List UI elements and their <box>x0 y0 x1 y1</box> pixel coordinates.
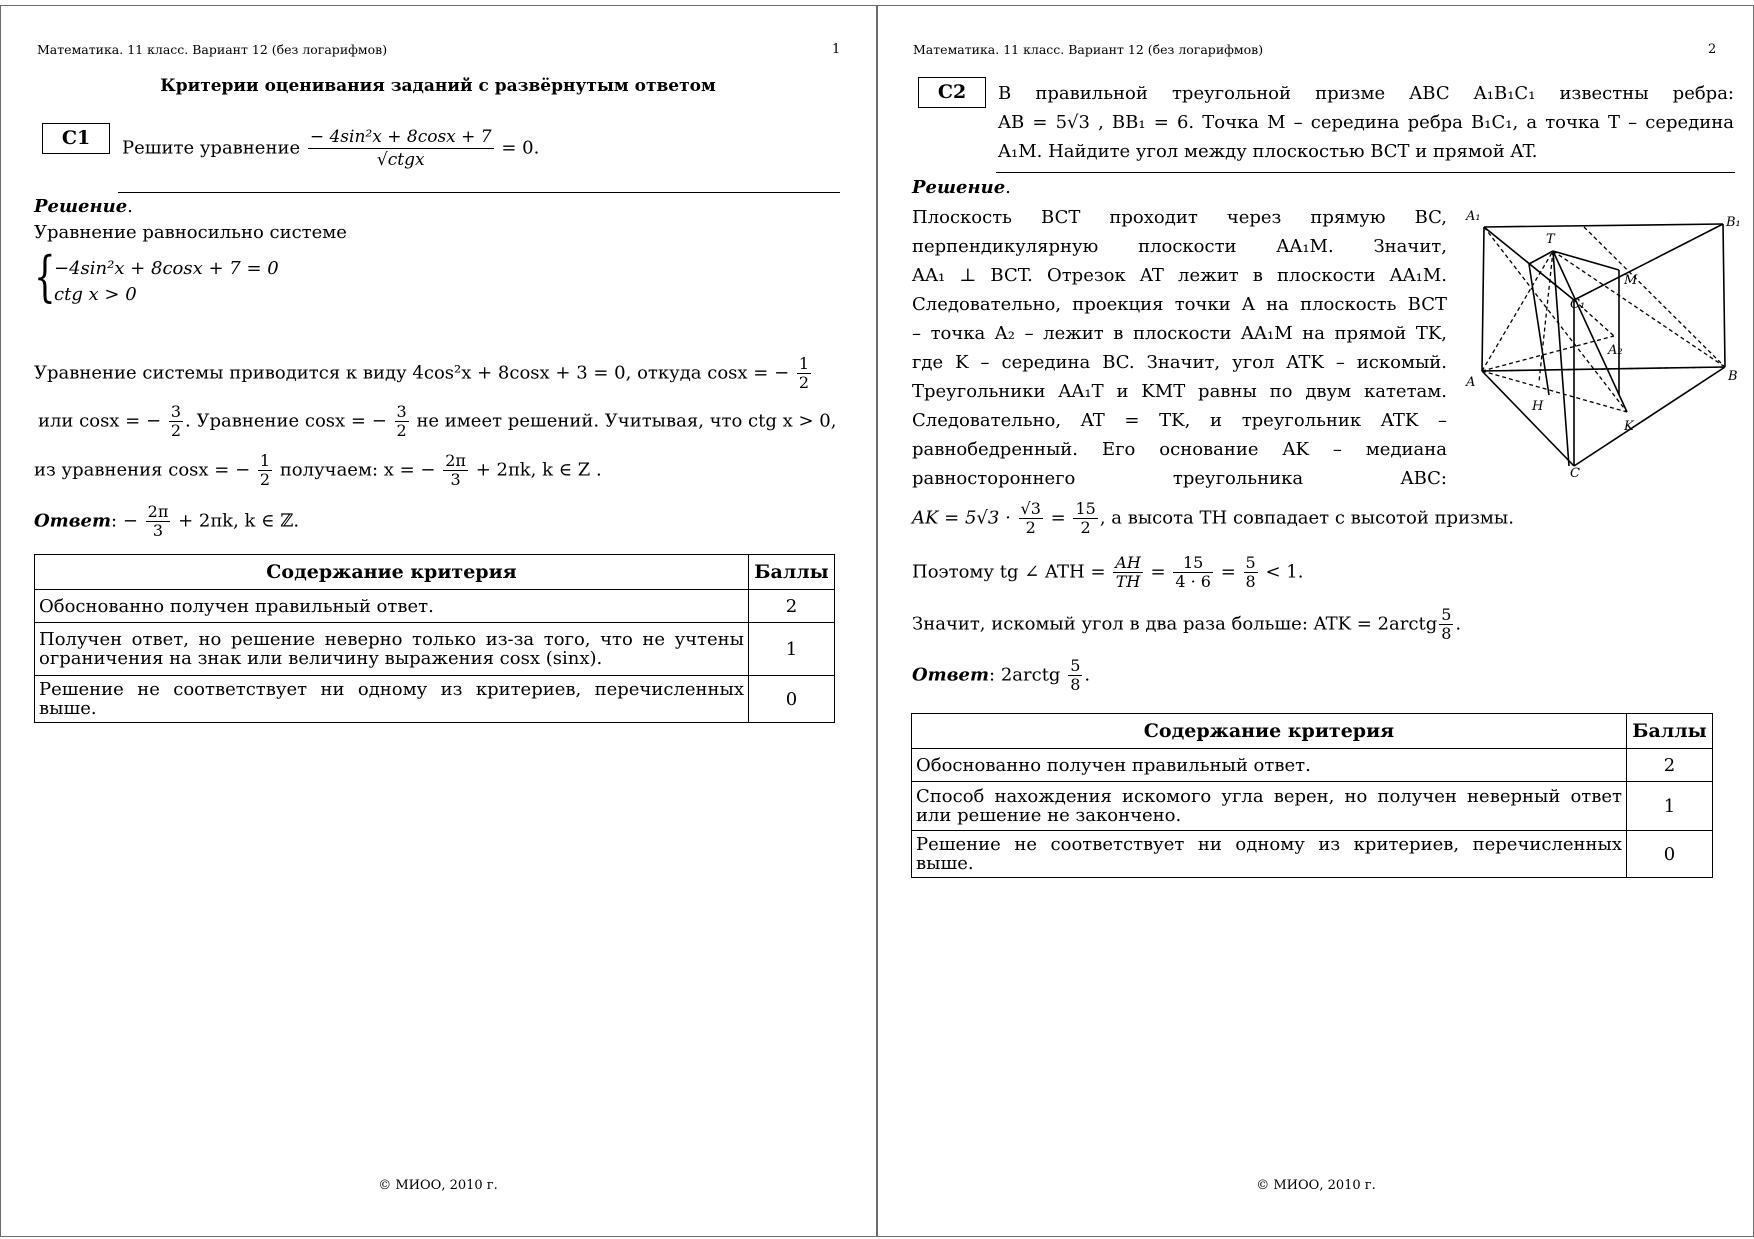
page-header: Математика. 11 класс. Вариант 12 (без логарифмов) <box>37 42 388 57</box>
text: . <box>1084 664 1091 686</box>
task-fraction <box>308 126 494 171</box>
label-t: T <box>1546 232 1555 247</box>
solution-line: Плоскость BCT проходит через прямую BC, <box>912 207 1447 228</box>
criterion-score: 2 <box>749 590 835 623</box>
fraction: $\frac{1}{2}$ <box>259 451 271 489</box>
label-h: H <box>1532 399 1544 414</box>
label-a2: A₂ <box>1608 343 1623 358</box>
solution-line: – точка A₂ – лежит в плоскости AA₁M на прямой TK, <box>912 323 1447 344</box>
fraction: $\frac{1}{2}$ <box>798 354 810 392</box>
task-rule <box>118 192 840 193</box>
fraction: $\frac{5}{8}$ <box>1441 605 1452 643</box>
text: . Уравнение cosx = − <box>185 410 387 432</box>
fraction: $\frac{15}{4 \cdot 6}$ <box>1175 553 1211 591</box>
text: не имеет решений. Учитывая, что ctg x > 0, <box>416 410 837 432</box>
criterion-text: Получен ответ, но решение неверно только из-за того, что не учтены ограничения на знак или величину выражения cosx (sinx). <box>35 623 749 676</box>
task-line-2: AB = 5√3 , BB₁ = 6. Точка M – середина ребра B₁C₁, а точка T – середина <box>998 112 1734 133</box>
edge-aa1 <box>1482 227 1484 371</box>
page-2 <box>878 0 1754 1239</box>
system-line-1: −4sin²x + 8cosx + 7 = 0 <box>54 258 279 279</box>
solution-line: Следовательно, AT = TK, и треугольник ATK – <box>912 410 1447 431</box>
text: , а высота TH совпадает с высотой призмы. <box>1099 507 1514 529</box>
criterion-text: Обоснованно получен правильный ответ. <box>912 749 1627 782</box>
text: или cosx = − <box>38 410 162 432</box>
fraction: $\frac{2\pi}{3}$ <box>147 502 169 540</box>
solution-line-3 <box>38 403 836 440</box>
answer <box>912 657 1090 694</box>
edge-ab-hidden <box>1482 367 1725 371</box>
solution-label: Решение. <box>34 196 133 217</box>
fraction: $\frac{2\pi}{3}$ <box>445 451 466 489</box>
page-footer: © МИОО, 2010 г. <box>378 1178 498 1193</box>
criterion-score: 0 <box>1627 831 1713 878</box>
criterion-score: 0 <box>749 676 835 723</box>
segment-tc <box>1553 251 1569 466</box>
tg-formula <box>912 554 1303 591</box>
label-b1: B₁ <box>1726 215 1741 230</box>
task-line-3: A₁M. Найдите угол между плоскостью BCT и прямой AT. <box>998 141 1538 162</box>
page-title: Критерии оценивания заданий с развёрнутым ответом <box>160 76 716 96</box>
text: Уравнение системы приводится к виду 4cos²x + 8cosx + 3 = 0, откуда cosx = − <box>34 362 790 384</box>
label-b: B <box>1728 369 1738 384</box>
fraction: $\frac{5}{8}$ <box>1070 656 1081 694</box>
solution-line: равнобедренный. Его основание AK – медиана <box>912 439 1447 460</box>
page-footer: © МИОО, 2010 г. <box>1256 1178 1376 1193</box>
solution-line-1: Уравнение равносильно системе <box>34 222 347 243</box>
answer <box>34 503 299 540</box>
label-c1: C₁ <box>1570 297 1586 312</box>
fraction: $\frac{5}{8}$ <box>1245 553 1256 591</box>
text: : − <box>111 510 138 532</box>
task-line-1: В правильной треугольной призме ABC A₁B₁C₁ известны ребра: <box>998 83 1734 104</box>
text: + 2πk, k ∈ Z . <box>475 459 602 481</box>
task-c2-statement <box>998 79 1734 166</box>
text: . <box>1455 613 1462 635</box>
text: + 2πk, k ∈ ℤ. <box>178 510 300 532</box>
answer-label: Ответ <box>912 664 990 686</box>
header-criterion: Содержание критерия <box>912 714 1627 749</box>
label-a: A <box>1466 375 1476 390</box>
segment-th <box>1539 251 1553 382</box>
segment-left-face <box>1529 264 1549 395</box>
text: Поэтому tg ∠ ATH = <box>912 561 1106 583</box>
table-row <box>912 782 1713 831</box>
criterion-text: Обоснованно получен правильный ответ. <box>35 590 749 623</box>
text: = <box>1220 561 1236 583</box>
text: Значит, искомый угол в два раза больше: ATK = 2arctg <box>912 613 1438 635</box>
criterion-score: 2 <box>1627 749 1713 782</box>
task-text: Решите уравнение <box>122 137 301 159</box>
criteria-table <box>911 713 1713 878</box>
fraction: $\frac{AH}{TH}$ <box>1115 553 1141 591</box>
task-rule <box>996 172 1735 173</box>
criterion-text: Способ нахождения искомого угла верен, но получен неверный ответ или решение не закончено. <box>912 782 1627 831</box>
segment-hidden-1 <box>1584 227 1725 367</box>
edge-bc <box>1574 367 1725 466</box>
edge-b1c1 <box>1574 224 1723 300</box>
fraction: $\frac{3}{2}$ <box>170 402 181 440</box>
label-k: K <box>1624 419 1634 434</box>
criterion-text: Решение не соответствует ни одному из критериев, перечисленных выше. <box>35 676 749 723</box>
criterion-text: Решение не соответствует ни одному из критериев, перечисленных выше. <box>912 831 1627 878</box>
solution-label: Решение. <box>912 177 1011 198</box>
solution-line-4 <box>34 452 602 489</box>
task-c1-statement <box>122 126 539 171</box>
solution-line: Треугольники AA₁T и KMT равны по двум катетам. <box>912 381 1447 402</box>
label-m: M <box>1624 273 1638 288</box>
label-c: C <box>1570 466 1580 481</box>
system <box>54 256 279 308</box>
prism-figure <box>1464 200 1744 485</box>
label-a1: A₁ <box>1466 209 1481 224</box>
criterion-score: 1 <box>749 623 835 676</box>
text: получаем: x = − <box>279 459 436 481</box>
solution-line-2 <box>34 355 842 392</box>
table-header-row <box>35 555 835 590</box>
text: = <box>1050 507 1066 529</box>
text: = <box>1150 561 1166 583</box>
text: из уравнения cosx = − <box>34 459 251 481</box>
solution-line: равностороннего треугольника ABC: <box>912 468 1447 489</box>
task-label-c1: C1 <box>42 123 110 154</box>
task-label-c2: C2 <box>918 77 986 108</box>
header-score: Баллы <box>1627 714 1713 749</box>
task-eq: = 0. <box>501 137 540 159</box>
conclusion <box>912 606 1461 643</box>
table-header-row <box>912 714 1713 749</box>
fraction: $\frac{15}{2}$ <box>1075 499 1096 537</box>
solution-line: Следовательно, проекция точки A на плоскость BCT <box>912 294 1447 315</box>
edge-a1b1 <box>1484 224 1723 227</box>
criteria-table <box>34 554 835 723</box>
header-criterion: Содержание критерия <box>35 555 749 590</box>
text: : 2arctg <box>989 664 1061 686</box>
task-numerator: − 4sin²x + 8cosx + 7 <box>309 127 492 147</box>
segment-t-a1 <box>1529 251 1553 264</box>
solution-paragraph <box>912 203 1447 493</box>
solution-line: AA₁ ⊥ BCT. Отрезок AT лежит в плоскости AA₁M. <box>912 265 1447 286</box>
table-row <box>35 590 835 623</box>
text: < 1. <box>1265 561 1304 583</box>
solution-line: где K – середина BC. Значит, угол ATK – искомый. <box>912 352 1447 373</box>
table-row <box>912 749 1713 782</box>
ak-formula <box>912 500 1514 537</box>
header-score: Баллы <box>749 555 835 590</box>
page-1 <box>0 0 876 1239</box>
page-number: 1 <box>832 42 841 57</box>
segment-ak <box>1482 371 1627 412</box>
edge-ac <box>1482 371 1574 466</box>
task-denominator: √ctgx <box>376 150 425 170</box>
segment-tk <box>1553 251 1627 412</box>
fraction: $\frac{√3}{2}$ <box>1020 499 1041 537</box>
table-row <box>35 676 835 723</box>
edge-bb1 <box>1723 224 1725 367</box>
text: AK = 5√3 · <box>912 507 1011 529</box>
segment-tm <box>1553 251 1619 270</box>
solution-line: перпендикулярную плоскости AA₁M. Значит, <box>912 236 1447 257</box>
page-number: 2 <box>1708 42 1717 57</box>
answer-label: Ответ <box>34 510 112 532</box>
page-header: Математика. 11 класс. Вариант 12 (без логарифмов) <box>913 42 1264 57</box>
criterion-score: 1 <box>1627 782 1713 831</box>
table-row <box>912 831 1713 878</box>
fraction: $\frac{3}{2}$ <box>396 402 407 440</box>
system-brace: { <box>34 245 56 310</box>
system-line-2: ctg x > 0 <box>54 284 137 305</box>
table-row <box>35 623 835 676</box>
